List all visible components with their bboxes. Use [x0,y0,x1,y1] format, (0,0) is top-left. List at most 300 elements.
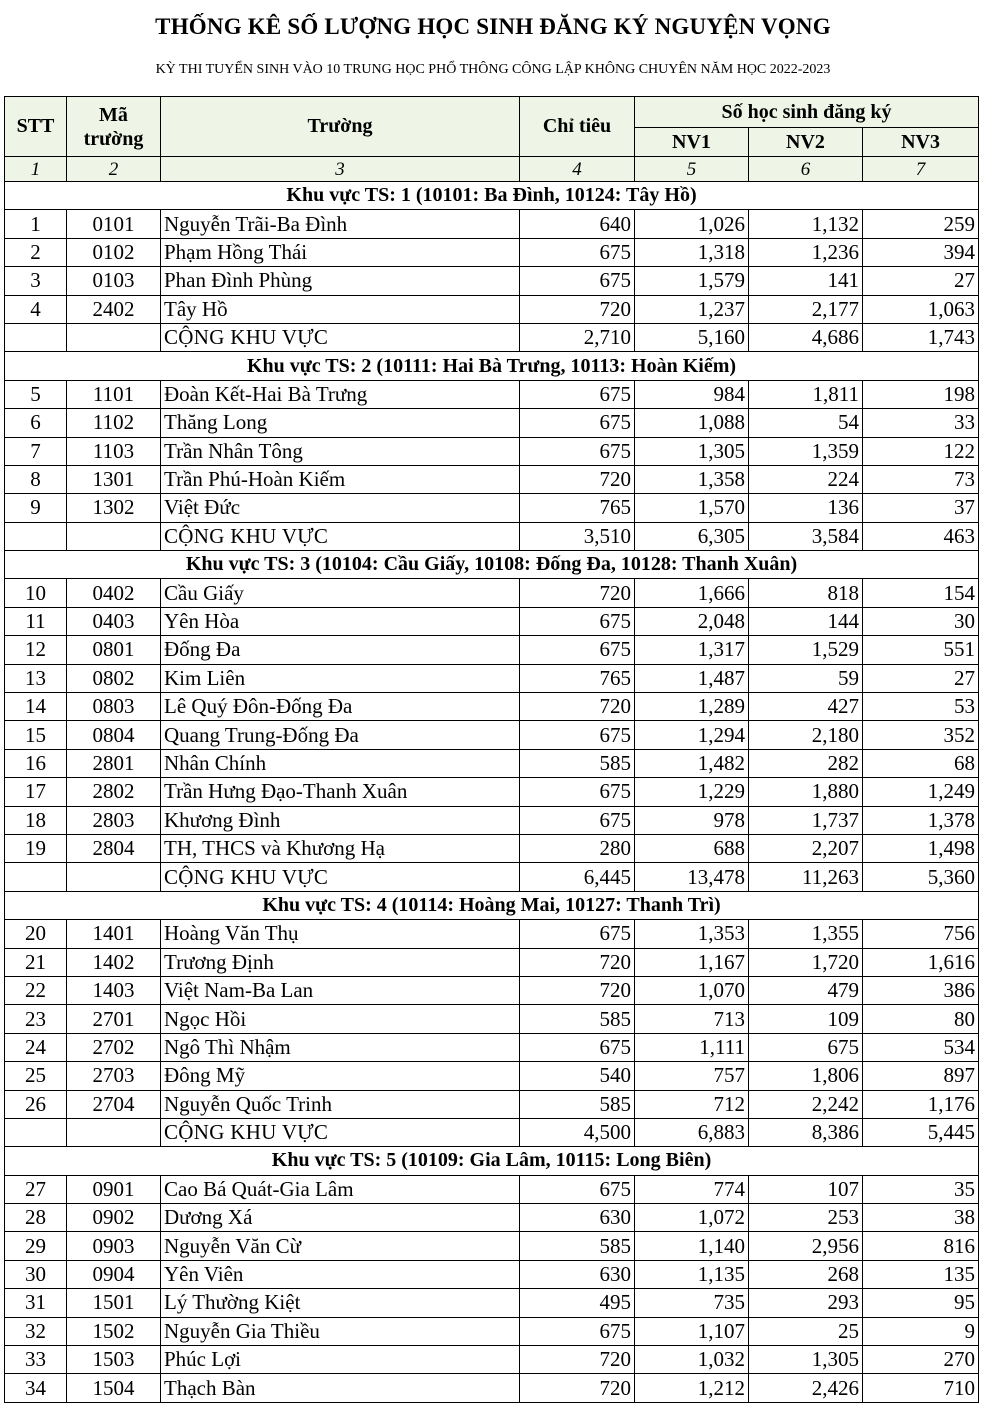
table-cell: 259 [863,210,979,238]
table-cell: Quang Trung-Đống Đa [161,721,520,749]
table-row [5,380,979,408]
table-cell: 2,048 [635,607,749,635]
table-cell: 675 [520,409,635,437]
table-cell: 282 [749,749,863,777]
table-cell: 675 [520,721,635,749]
table-cell: 712 [635,1090,749,1118]
table-cell: 32 [5,1317,67,1345]
region-row [5,551,979,579]
table-cell: 1,482 [635,749,749,777]
page-subtitle: KỲ THI TUYỂN SINH VÀO 10 TRUNG HỌC PHỔ THÔNG CÔNG LẬP KHÔNG CHUYÊN NĂM HỌC 2022-2023 [155,62,831,77]
table-cell: 20 [5,920,67,948]
region-label: Khu vực TS: 3 (10104: Cầu Giấy, 10108: Đống Đa, 10128: Thanh Xuân) [5,551,979,579]
empty-cell [5,323,67,351]
table-row [5,834,979,862]
table-cell: 30 [863,607,979,635]
table-cell: 984 [635,380,749,408]
table-row [5,1317,979,1345]
table-cell: Ngọc Hồi [161,1005,520,1033]
table-cell: 29 [5,1232,67,1260]
table-row [5,1062,979,1090]
table-cell: 1503 [67,1346,161,1374]
table-cell: 2802 [67,778,161,806]
table-cell: 720 [520,579,635,607]
table-cell: 1504 [67,1374,161,1402]
table-cell: Khương Đình [161,806,520,834]
total-label: CỘNG KHU VỰC [161,323,520,351]
table-cell: 11 [5,607,67,635]
table-cell: Đống Đa [161,636,520,664]
table-cell: Trương Định [161,948,520,976]
total-row [5,863,979,891]
table-row [5,636,979,664]
total-cell: 8,386 [749,1118,863,1146]
table-cell: 38 [863,1204,979,1232]
header-nv2: NV2 [749,128,863,157]
table-cell: 1,176 [863,1090,979,1118]
table-cell: 25 [5,1062,67,1090]
table-cell: 675 [520,636,635,664]
table-row [5,1175,979,1203]
table-row [5,295,979,323]
table-cell: 1,305 [749,1346,863,1374]
table-cell: 585 [520,1005,635,1033]
total-cell: 2,710 [520,323,635,351]
total-label: CỘNG KHU VỰC [161,522,520,550]
table-row [5,1374,979,1402]
table-cell: 978 [635,806,749,834]
table-row [5,238,979,266]
region-row [5,182,979,210]
table-cell: 0103 [67,267,161,295]
table-cell: 1,353 [635,920,749,948]
table-cell: 1,811 [749,380,863,408]
total-cell: 5,160 [635,323,749,351]
table-cell: 1,140 [635,1232,749,1260]
table-cell: 73 [863,465,979,493]
table-row [5,1232,979,1260]
total-cell: 5,445 [863,1118,979,1146]
header-stt: STT [5,97,67,157]
table-cell: 540 [520,1062,635,1090]
table-cell: 1,529 [749,636,863,664]
table-row [5,806,979,834]
table-cell: 675 [749,1033,863,1061]
table-cell: Yên Hòa [161,607,520,635]
table-cell: 1,378 [863,806,979,834]
table-cell: 18 [5,806,67,834]
table-cell: 675 [520,380,635,408]
table-cell: 479 [749,976,863,1004]
table-cell: 2702 [67,1033,161,1061]
table-row [5,494,979,522]
table-cell: 551 [863,636,979,664]
table-cell: 1302 [67,494,161,522]
table-cell: 0801 [67,636,161,664]
empty-cell [67,863,161,891]
table-cell: 33 [5,1346,67,1374]
table-cell: 675 [520,267,635,295]
table-cell: 144 [749,607,863,635]
table-cell: Phúc Lợi [161,1346,520,1374]
table-cell: Nguyễn Gia Thiều [161,1317,520,1345]
table-row [5,749,979,777]
table-cell: 59 [749,664,863,692]
table-cell: 9 [5,494,67,522]
table-cell: 1103 [67,437,161,465]
table-cell: 35 [863,1175,979,1203]
table-cell: 12 [5,636,67,664]
table-cell: 765 [520,664,635,692]
table-row [5,437,979,465]
table-cell: 675 [520,1317,635,1345]
enrollment-table [4,96,979,1403]
table-cell: 141 [749,267,863,295]
table-cell: 720 [520,693,635,721]
table-cell: 2801 [67,749,161,777]
table-row [5,693,979,721]
total-cell: 6,305 [635,522,749,550]
table-cell: 630 [520,1260,635,1288]
table-cell: 675 [520,238,635,266]
table-row [5,1346,979,1374]
table-cell: 1,294 [635,721,749,749]
table-cell: 68 [863,749,979,777]
table-cell: Trần Hưng Đạo-Thanh Xuân [161,778,520,806]
table-row [5,948,979,976]
table-cell: 10 [5,579,67,607]
table-cell: 19 [5,834,67,862]
region-label: Khu vực TS: 2 (10111: Hai Bà Trưng, 10113: Hoàn Kiếm) [5,352,979,380]
table-cell: 23 [5,1005,67,1033]
table-cell: Lê Quý Đôn-Đống Đa [161,693,520,721]
page-title: THỐNG KÊ SỐ LƯỢNG HỌC SINH ĐĂNG KÝ NGUYỆN VỌNG [155,14,831,39]
table-row [5,1033,979,1061]
table-cell: Phạm Hồng Thái [161,238,520,266]
total-cell: 11,263 [749,863,863,891]
empty-cell [67,522,161,550]
table-cell: 720 [520,295,635,323]
table-cell: 27 [863,664,979,692]
table-cell: 1,579 [635,267,749,295]
table-cell: 107 [749,1175,863,1203]
total-cell: 463 [863,522,979,550]
table-cell: 1,359 [749,437,863,465]
table-cell: 640 [520,210,635,238]
table-cell: TH, THCS và Khương Hạ [161,834,520,862]
table-cell: 585 [520,749,635,777]
table-cell: 4 [5,295,67,323]
table-cell: 585 [520,1232,635,1260]
table-cell: 17 [5,778,67,806]
table-cell: 293 [749,1289,863,1317]
region-label: Khu vực TS: 1 (10101: Ba Đình, 10124: Tây Hồ) [5,182,979,210]
total-cell: 6,883 [635,1118,749,1146]
table-cell: 31 [5,1289,67,1317]
table-cell: 1,720 [749,948,863,976]
table-row [5,409,979,437]
table-cell: 897 [863,1062,979,1090]
table-cell: Nguyễn Văn Cừ [161,1232,520,1260]
table-cell: 1,032 [635,1346,749,1374]
table-cell: 720 [520,465,635,493]
table-cell: Trần Nhân Tông [161,437,520,465]
total-cell: 3,510 [520,522,635,550]
region-row [5,891,979,919]
table-cell: Việt Nam-Ba Lan [161,976,520,1004]
table-cell: Ngô Thì Nhậm [161,1033,520,1061]
table-row [5,1204,979,1232]
table-cell: 1502 [67,1317,161,1345]
table-cell: Nguyễn Trãi-Ba Đình [161,210,520,238]
table-cell: 37 [863,494,979,522]
table-cell: 757 [635,1062,749,1090]
table-cell: 154 [863,579,979,607]
table-cell: 1403 [67,976,161,1004]
table-cell: 2,956 [749,1232,863,1260]
table-cell: 1101 [67,380,161,408]
table-cell: 2,180 [749,721,863,749]
table-cell: 1402 [67,948,161,976]
table-cell: 109 [749,1005,863,1033]
table-cell: 1,132 [749,210,863,238]
table-cell: 54 [749,409,863,437]
total-cell: 4,686 [749,323,863,351]
table-cell: 26 [5,1090,67,1118]
header-nv1: NV1 [635,128,749,157]
table-row [5,664,979,692]
table-cell: 1,236 [749,238,863,266]
table-cell: 34 [5,1374,67,1402]
table-cell: 280 [520,834,635,862]
table-row [5,721,979,749]
column-number: 2 [67,157,161,182]
table-row [5,579,979,607]
table-cell: 427 [749,693,863,721]
table-cell: 720 [520,1346,635,1374]
table-cell: Trần Phú-Hoàn Kiếm [161,465,520,493]
table-cell: 1301 [67,465,161,493]
table-cell: 1,249 [863,778,979,806]
table-cell: 0804 [67,721,161,749]
table-cell: Việt Đức [161,494,520,522]
table-cell: 675 [520,778,635,806]
table-cell: 352 [863,721,979,749]
table-cell: 1,570 [635,494,749,522]
table-cell: 30 [5,1260,67,1288]
table-cell: 0102 [67,238,161,266]
table-cell: 1,358 [635,465,749,493]
table-cell: 1,616 [863,948,979,976]
header-nv3: NV3 [863,128,979,157]
table-cell: 253 [749,1204,863,1232]
table-cell: Phan Đình Phùng [161,267,520,295]
table-cell: 0901 [67,1175,161,1203]
table-cell: 3 [5,267,67,295]
table-row [5,267,979,295]
table-cell: 2,426 [749,1374,863,1402]
table-cell: 585 [520,1090,635,1118]
header-chi-tieu: Chỉ tiêu [520,97,635,157]
total-row [5,323,979,351]
table-cell: Tây Hồ [161,295,520,323]
table-cell: 1,088 [635,409,749,437]
table-cell: 2701 [67,1005,161,1033]
table-cell: Cầu Giấy [161,579,520,607]
column-number: 1 [5,157,67,182]
table-cell: 774 [635,1175,749,1203]
table-cell: 1,111 [635,1033,749,1061]
total-cell: 13,478 [635,863,749,891]
table-cell: 1,806 [749,1062,863,1090]
empty-cell [67,1118,161,1146]
table-cell: 21 [5,948,67,976]
header-ma-truong: Mã trường [67,97,161,157]
total-cell: 5,360 [863,863,979,891]
table-cell: 0803 [67,693,161,721]
table-cell: 675 [520,1175,635,1203]
table-cell: 33 [863,409,979,437]
table-cell: 495 [520,1289,635,1317]
header-so-hoc-sinh: Số học sinh đăng ký [635,97,979,128]
table-cell: 2402 [67,295,161,323]
table-row [5,1260,979,1288]
table-cell: 2803 [67,806,161,834]
column-number: 7 [863,157,979,182]
table-cell: 756 [863,920,979,948]
table-cell: 13 [5,664,67,692]
table-cell: 268 [749,1260,863,1288]
table-cell: 386 [863,976,979,1004]
table-cell: 9 [863,1317,979,1345]
table-row [5,778,979,806]
table-cell: Đông Mỹ [161,1062,520,1090]
table-cell: 22 [5,976,67,1004]
table-cell: 710 [863,1374,979,1402]
total-cell: 4,500 [520,1118,635,1146]
table-cell: 1,072 [635,1204,749,1232]
empty-cell [5,1118,67,1146]
table-cell: 1,070 [635,976,749,1004]
table-cell: 720 [520,1374,635,1402]
table-cell: Thạch Bàn [161,1374,520,1402]
total-label: CỘNG KHU VỰC [161,863,520,891]
total-row [5,1118,979,1146]
table-cell: 1,355 [749,920,863,948]
table-cell: 720 [520,976,635,1004]
table-cell: 27 [863,267,979,295]
table-cell: Đoàn Kết-Hai Bà Trưng [161,380,520,408]
table-cell: 1,666 [635,579,749,607]
column-number: 4 [520,157,635,182]
table-cell: 675 [520,920,635,948]
table-cell: 7 [5,437,67,465]
table-cell: 198 [863,380,979,408]
table-cell: 675 [520,806,635,834]
table-cell: 8 [5,465,67,493]
table-cell: 713 [635,1005,749,1033]
table-cell: 1,107 [635,1317,749,1345]
table-cell: 14 [5,693,67,721]
table-cell: 1,498 [863,834,979,862]
table-cell: 53 [863,693,979,721]
table-cell: 1,135 [635,1260,749,1288]
table-cell: 0101 [67,210,161,238]
table-cell: 0904 [67,1260,161,1288]
table-cell: 1102 [67,409,161,437]
table-cell: 1,229 [635,778,749,806]
table-cell: Nhân Chính [161,749,520,777]
table-cell: 2,207 [749,834,863,862]
table-cell: 1,880 [749,778,863,806]
total-cell: 3,584 [749,522,863,550]
table-cell: 534 [863,1033,979,1061]
table-cell: 0903 [67,1232,161,1260]
table-cell: 1,167 [635,948,749,976]
column-number: 5 [635,157,749,182]
empty-cell [5,863,67,891]
table-cell: 95 [863,1289,979,1317]
table-cell: 270 [863,1346,979,1374]
table-cell: 816 [863,1232,979,1260]
table-cell: 0902 [67,1204,161,1232]
table-cell: 630 [520,1204,635,1232]
table-row [5,465,979,493]
table-cell: 16 [5,749,67,777]
table-cell: 818 [749,579,863,607]
table-cell: 1 [5,210,67,238]
total-cell: 6,445 [520,863,635,891]
table-row [5,1090,979,1118]
table-cell: 24 [5,1033,67,1061]
total-label: CỘNG KHU VỰC [161,1118,520,1146]
table-cell: 1,317 [635,636,749,664]
table-cell: 224 [749,465,863,493]
table-cell: 6 [5,409,67,437]
region-row [5,1147,979,1175]
table-cell: 720 [520,948,635,976]
table-cell: Thăng Long [161,409,520,437]
table-row [5,1005,979,1033]
table-cell: 27 [5,1175,67,1203]
table-cell: 1,318 [635,238,749,266]
table-cell: 136 [749,494,863,522]
table-cell: 675 [520,607,635,635]
table-cell: 0403 [67,607,161,635]
table-cell: Yên Viên [161,1260,520,1288]
table-cell: 1,289 [635,693,749,721]
table-cell: Kim Liên [161,664,520,692]
table-cell: Nguyễn Quốc Trinh [161,1090,520,1118]
table-cell: 135 [863,1260,979,1288]
table-row [5,1289,979,1317]
table-cell: 25 [749,1317,863,1345]
table-cell: 2704 [67,1090,161,1118]
table-cell: 1,305 [635,437,749,465]
table-cell: 735 [635,1289,749,1317]
region-label: Khu vực TS: 5 (10109: Gia Lâm, 10115: Long Biên) [5,1147,979,1175]
total-row [5,522,979,550]
table-cell: 2 [5,238,67,266]
table-cell: Lý Thường Kiệt [161,1289,520,1317]
table-cell: 394 [863,238,979,266]
table-cell: 2703 [67,1062,161,1090]
empty-cell [67,323,161,351]
table-cell: 15 [5,721,67,749]
table-cell: 80 [863,1005,979,1033]
region-row [5,352,979,380]
table-cell: 1,063 [863,295,979,323]
